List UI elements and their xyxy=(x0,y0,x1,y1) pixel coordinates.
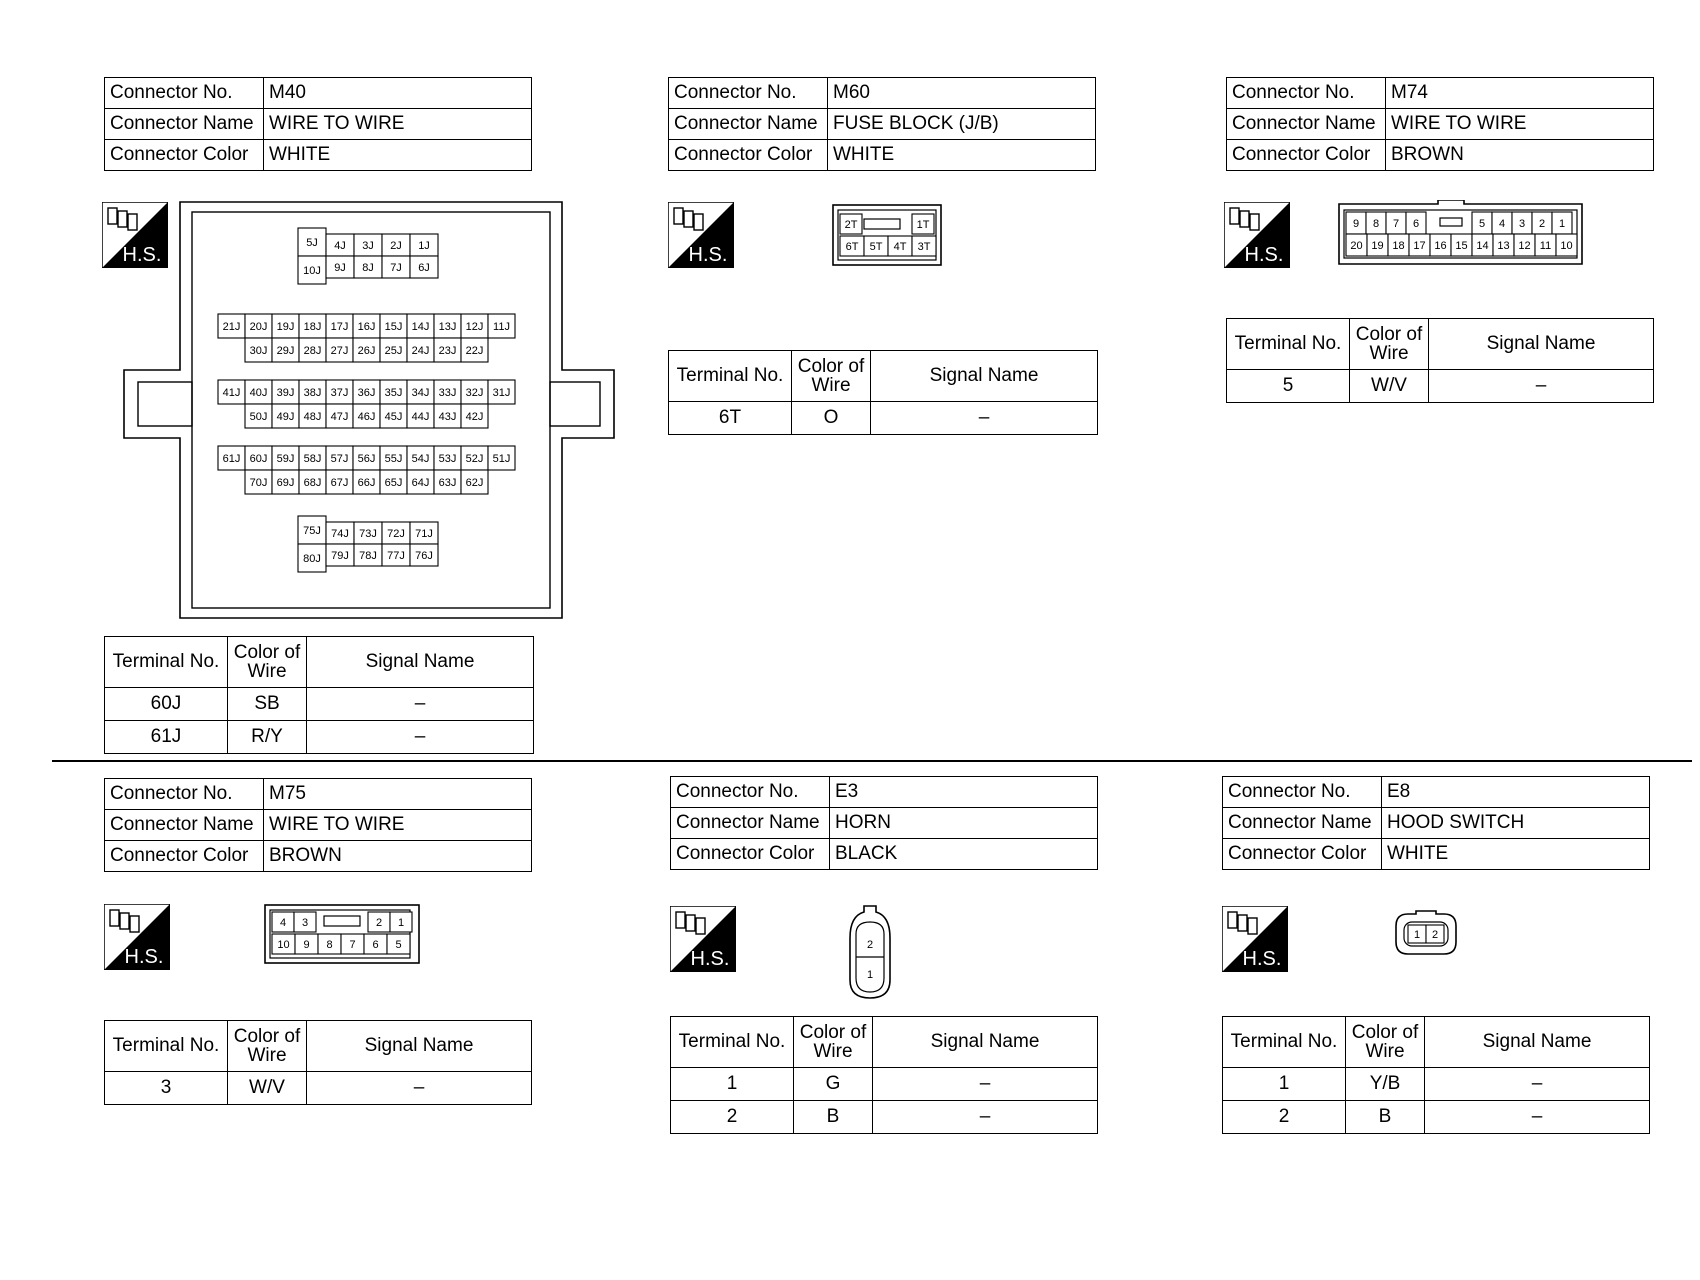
terminal-number: 5T xyxy=(869,241,883,253)
m75-terminal-table xyxy=(104,1020,532,1105)
wire-color-header xyxy=(792,351,871,402)
connector-no-value: M75 xyxy=(264,779,532,810)
terminal-number: 25J xyxy=(384,345,403,357)
connector-no-value: E3 xyxy=(830,777,1098,808)
signal-cell: – xyxy=(871,402,1098,435)
terminal-number: 12 xyxy=(1518,240,1531,252)
terminal-number: 10 xyxy=(1560,240,1573,252)
terminal-number: 22J xyxy=(465,345,484,357)
terminal-cell: 60J xyxy=(105,688,228,721)
wire-color-cell: B xyxy=(1346,1101,1425,1134)
harness-side-icon xyxy=(104,904,170,970)
wire-color-header xyxy=(228,637,307,688)
signal-cell: – xyxy=(307,721,534,754)
terminal-number: 7 xyxy=(1392,218,1400,230)
terminal-number: 4J xyxy=(334,240,346,252)
e3-connector-face xyxy=(848,904,892,1000)
connector-name-value: WIRE TO WIRE xyxy=(264,810,532,841)
signal-cell: – xyxy=(1429,370,1654,403)
signal-cell: – xyxy=(873,1068,1098,1101)
m40-connector-face xyxy=(122,200,616,620)
terminal-number: 3J xyxy=(362,240,374,252)
terminal-number: 79J xyxy=(331,550,349,562)
terminal-number: 46J xyxy=(357,411,376,423)
connector-color-value: WHITE xyxy=(264,140,532,171)
terminal-number: 34J xyxy=(411,387,430,399)
connector-name-label: Connector Name xyxy=(105,810,264,841)
terminal-number: 66J xyxy=(357,477,376,489)
terminal-cell: 1 xyxy=(671,1068,794,1101)
connector-name-value: WIRE TO WIRE xyxy=(1386,109,1654,140)
terminal-number: 80J xyxy=(303,553,321,565)
terminal-number: 2 xyxy=(866,939,874,951)
signal-cell: – xyxy=(307,688,534,721)
connector-name-label: Connector Name xyxy=(671,808,830,839)
terminal-number: 1 xyxy=(397,917,405,929)
terminal-cell: 2 xyxy=(671,1101,794,1134)
connector-no-label: Connector No. xyxy=(105,78,264,109)
terminal-number: 51J xyxy=(492,453,511,465)
m74-info-table xyxy=(1226,77,1654,171)
table-row xyxy=(105,688,534,721)
wire-label: Wire xyxy=(813,1041,853,1062)
color-of-label: Color of xyxy=(797,356,865,377)
m60-info-table xyxy=(668,77,1096,171)
connector-no-value: M40 xyxy=(264,78,532,109)
terminal-number: 72J xyxy=(387,528,405,540)
terminal-number: 10J xyxy=(303,265,321,277)
signal-name-header: Signal Name xyxy=(1425,1017,1650,1068)
m40-terminal-table xyxy=(104,636,534,754)
terminal-number: 55J xyxy=(384,453,403,465)
terminal-number: 75J xyxy=(303,525,321,537)
terminal-number: 1J xyxy=(418,240,430,252)
terminal-number: 63J xyxy=(438,477,457,489)
terminal-number: 18 xyxy=(1392,240,1405,252)
connector-no-label: Connector No. xyxy=(1223,777,1382,808)
terminal-number: 53J xyxy=(438,453,457,465)
terminal-number: 77J xyxy=(387,550,405,562)
terminal-number: 40J xyxy=(249,387,268,399)
terminal-number: 28J xyxy=(303,345,322,357)
connector-no-value: E8 xyxy=(1382,777,1650,808)
terminal-number: 24J xyxy=(411,345,430,357)
connector-color-label: Connector Color xyxy=(1227,140,1386,171)
terminal-number: 14 xyxy=(1476,240,1489,252)
terminal-number: 21J xyxy=(222,321,241,333)
connector-color-value: BLACK xyxy=(830,839,1098,870)
connector-no-value: M60 xyxy=(828,78,1096,109)
table-row xyxy=(1223,1101,1650,1134)
wire-label: Wire xyxy=(1369,343,1409,364)
connector-no-value: M74 xyxy=(1386,78,1654,109)
terminal-number: 15 xyxy=(1455,240,1468,252)
terminal-number: 2 xyxy=(375,917,383,929)
terminal-number: 56J xyxy=(357,453,376,465)
terminal-number: 8 xyxy=(326,939,333,951)
wire-color-header xyxy=(228,1021,307,1072)
terminal-number: 39J xyxy=(276,387,295,399)
e8-connector-face xyxy=(1394,910,1458,956)
wire-label: Wire xyxy=(1365,1041,1405,1062)
terminal-number: 2T xyxy=(844,219,858,231)
connector-name-label: Connector Name xyxy=(1227,109,1386,140)
terminal-number: 38J xyxy=(303,387,322,399)
terminal-no-header: Terminal No. xyxy=(671,1017,794,1068)
harness-side-icon xyxy=(1222,906,1288,972)
terminal-number: 52J xyxy=(465,453,484,465)
terminal-number: 61J xyxy=(222,453,241,465)
connector-no-label: Connector No. xyxy=(669,78,828,109)
terminal-number: 13J xyxy=(438,321,457,333)
connector-color-label: Connector Color xyxy=(105,140,264,171)
connector-color-value: BROWN xyxy=(1386,140,1654,171)
terminal-number: 19 xyxy=(1371,240,1384,252)
terminal-number: 9 xyxy=(303,939,310,951)
wire-color-header xyxy=(1350,319,1429,370)
terminal-number: 26J xyxy=(357,345,376,357)
terminal-no-header: Terminal No. xyxy=(105,637,228,688)
connector-color-value: WHITE xyxy=(828,140,1096,171)
terminal-number: 31J xyxy=(492,387,511,399)
terminal-number: 3 xyxy=(1518,218,1526,230)
wire-color-cell: SB xyxy=(228,688,307,721)
terminal-number: 57J xyxy=(330,453,349,465)
terminal-number: 41J xyxy=(222,387,241,399)
table-row xyxy=(669,402,1098,435)
connector-color-label: Connector Color xyxy=(671,839,830,870)
terminal-no-header: Terminal No. xyxy=(1227,319,1350,370)
terminal-number: 5 xyxy=(1478,218,1486,230)
terminal-number: 19J xyxy=(276,321,295,333)
terminal-number: 20 xyxy=(1350,240,1363,252)
terminal-number: 9J xyxy=(334,262,346,274)
table-row xyxy=(1223,1068,1650,1101)
terminal-cell: 3 xyxy=(105,1072,228,1105)
wire-label: Wire xyxy=(247,1045,287,1066)
terminal-number: 2J xyxy=(390,240,402,252)
m74-terminal-table xyxy=(1226,318,1654,403)
m75-info-table xyxy=(104,778,532,872)
wire-color-cell: B xyxy=(794,1101,873,1134)
terminal-number: 60J xyxy=(249,453,268,465)
hs-label: H.S. xyxy=(690,948,730,970)
terminal-number: 49J xyxy=(276,411,295,423)
terminal-number: 64J xyxy=(411,477,430,489)
signal-name-header: Signal Name xyxy=(307,1021,532,1072)
terminal-number: 42J xyxy=(465,411,484,423)
terminal-number: 30J xyxy=(249,345,268,357)
terminal-number: 6 xyxy=(1412,218,1420,230)
terminal-no-header: Terminal No. xyxy=(669,351,792,402)
wire-color-cell: Y/B xyxy=(1346,1068,1425,1101)
connector-name-value: FUSE BLOCK (J/B) xyxy=(828,109,1096,140)
wire-color-cell: G xyxy=(794,1068,873,1101)
terminal-number: 14J xyxy=(411,321,430,333)
connector-no-label: Connector No. xyxy=(671,777,830,808)
harness-side-icon xyxy=(1224,202,1290,268)
signal-name-header: Signal Name xyxy=(307,637,534,688)
terminal-number: 5J xyxy=(306,237,318,249)
color-of-label: Color of xyxy=(1355,324,1423,345)
terminal-number: 17 xyxy=(1413,240,1426,252)
terminal-number: 1 xyxy=(1413,929,1421,941)
signal-cell: – xyxy=(307,1072,532,1105)
terminal-number: 8 xyxy=(1372,218,1380,230)
hs-label: H.S. xyxy=(1242,948,1282,970)
terminal-number: 59J xyxy=(276,453,295,465)
terminal-number: 1 xyxy=(866,969,874,981)
color-of-label: Color of xyxy=(1351,1022,1419,1043)
terminal-number: 37J xyxy=(330,387,349,399)
table-row xyxy=(105,1072,532,1105)
terminal-number: 17J xyxy=(330,321,349,333)
terminal-number: 29J xyxy=(276,345,295,357)
signal-name-header: Signal Name xyxy=(871,351,1098,402)
m75-connector-face xyxy=(264,904,420,964)
terminal-number: 13 xyxy=(1497,240,1510,252)
terminal-number: 65J xyxy=(384,477,403,489)
terminal-number: 62J xyxy=(465,477,484,489)
terminal-number: 50J xyxy=(249,411,268,423)
wire-color-cell: W/V xyxy=(1350,370,1429,403)
terminal-number: 11J xyxy=(493,321,510,333)
e8-terminal-table xyxy=(1222,1016,1650,1134)
hs-label: H.S. xyxy=(124,946,164,968)
wire-label: Wire xyxy=(247,661,287,682)
harness-side-icon xyxy=(670,906,736,972)
hs-label: H.S. xyxy=(688,244,728,266)
signal-cell: – xyxy=(1425,1101,1650,1134)
hs-label: H.S. xyxy=(122,244,162,266)
terminal-number: 73J xyxy=(359,528,377,540)
terminal-number: 2 xyxy=(1538,218,1546,230)
wire-color-cell: W/V xyxy=(228,1072,307,1105)
color-of-label: Color of xyxy=(233,642,301,663)
table-row xyxy=(105,721,534,754)
terminal-number: 43J xyxy=(438,411,457,423)
m74-connector-face xyxy=(1338,200,1588,266)
terminal-number: 3T xyxy=(917,241,931,253)
table-row xyxy=(671,1068,1098,1101)
terminal-number: 71J xyxy=(415,528,433,540)
terminal-number: 54J xyxy=(411,453,430,465)
terminal-number: 15J xyxy=(384,321,403,333)
terminal-number: 70J xyxy=(249,477,268,489)
terminal-cell: 1 xyxy=(1223,1068,1346,1101)
connector-color-label: Connector Color xyxy=(105,841,264,872)
terminal-number: 35J xyxy=(384,387,403,399)
terminal-number: 5 xyxy=(395,939,402,951)
terminal-number: 74J xyxy=(331,528,349,540)
connector-color-value: BROWN xyxy=(264,841,532,872)
terminal-number: 4T xyxy=(893,241,907,253)
terminal-cell: 5 xyxy=(1227,370,1350,403)
terminal-number: 6 xyxy=(372,939,379,951)
connector-name-value: WIRE TO WIRE xyxy=(264,109,532,140)
wire-color-cell: O xyxy=(792,402,871,435)
m40-info-table xyxy=(104,77,532,171)
wire-label: Wire xyxy=(811,375,851,396)
terminal-number: 67J xyxy=(330,477,349,489)
terminal-number: 6T xyxy=(845,241,859,253)
connector-name-label: Connector Name xyxy=(105,109,264,140)
terminal-number: 4 xyxy=(1498,218,1506,230)
terminal-number: 18J xyxy=(303,321,322,333)
terminal-number: 58J xyxy=(303,453,322,465)
terminal-number: 48J xyxy=(303,411,322,423)
terminal-number: 11 xyxy=(1539,240,1552,252)
terminal-number: 1T xyxy=(916,219,930,231)
terminal-number: 78J xyxy=(359,550,377,562)
wire-color-header xyxy=(1346,1017,1425,1068)
terminal-number: 45J xyxy=(384,411,403,423)
terminal-number: 27J xyxy=(330,345,349,357)
terminal-number: 7J xyxy=(390,262,402,274)
terminal-number: 76J xyxy=(415,550,433,562)
terminal-number: 69J xyxy=(276,477,295,489)
signal-name-header: Signal Name xyxy=(1429,319,1654,370)
table-row xyxy=(671,1101,1098,1134)
terminal-number: 8J xyxy=(362,262,374,274)
terminal-cell: 6T xyxy=(669,402,792,435)
wire-color-cell: R/Y xyxy=(228,721,307,754)
terminal-number: 9 xyxy=(1352,218,1360,230)
connector-name-label: Connector Name xyxy=(1223,808,1382,839)
terminal-cell: 61J xyxy=(105,721,228,754)
connector-no-label: Connector No. xyxy=(105,779,264,810)
terminal-number: 47J xyxy=(330,411,349,423)
table-row xyxy=(1227,370,1654,403)
terminal-number: 23J xyxy=(438,345,457,357)
section-divider xyxy=(52,760,1692,762)
wire-color-header xyxy=(794,1017,873,1068)
terminal-number: 2 xyxy=(1431,929,1439,941)
connector-name-value: HOOD SWITCH xyxy=(1382,808,1650,839)
connector-color-label: Connector Color xyxy=(669,140,828,171)
harness-side-icon xyxy=(668,202,734,268)
connector-color-label: Connector Color xyxy=(1223,839,1382,870)
m60-terminal-table xyxy=(668,350,1098,435)
terminal-number: 7 xyxy=(349,939,356,951)
terminal-number: 36J xyxy=(357,387,376,399)
e8-info-table xyxy=(1222,776,1650,870)
connector-name-label: Connector Name xyxy=(669,109,828,140)
m60-connector-face xyxy=(832,204,942,266)
terminal-number: 12J xyxy=(465,321,484,333)
hs-label: H.S. xyxy=(1244,244,1284,266)
terminal-number: 16 xyxy=(1434,240,1447,252)
terminal-number: 68J xyxy=(303,477,322,489)
connector-color-value: WHITE xyxy=(1382,839,1650,870)
e3-info-table xyxy=(670,776,1098,870)
signal-cell: – xyxy=(873,1101,1098,1134)
terminal-number: 32J xyxy=(465,387,484,399)
terminal-no-header: Terminal No. xyxy=(105,1021,228,1072)
terminal-number: 1 xyxy=(1558,218,1566,230)
connector-no-label: Connector No. xyxy=(1227,78,1386,109)
color-of-label: Color of xyxy=(233,1026,301,1047)
terminal-number: 4 xyxy=(279,917,287,929)
terminal-number: 10 xyxy=(277,939,290,951)
color-of-label: Color of xyxy=(799,1022,867,1043)
terminal-number: 33J xyxy=(438,387,457,399)
e3-terminal-table xyxy=(670,1016,1098,1134)
terminal-cell: 2 xyxy=(1223,1101,1346,1134)
terminal-number: 3 xyxy=(301,917,309,929)
terminal-number: 44J xyxy=(411,411,430,423)
terminal-number: 6J xyxy=(418,262,430,274)
signal-name-header: Signal Name xyxy=(873,1017,1098,1068)
terminal-no-header: Terminal No. xyxy=(1223,1017,1346,1068)
signal-cell: – xyxy=(1425,1068,1650,1101)
terminal-number: 16J xyxy=(357,321,376,333)
terminal-number: 20J xyxy=(249,321,268,333)
connector-name-value: HORN xyxy=(830,808,1098,839)
